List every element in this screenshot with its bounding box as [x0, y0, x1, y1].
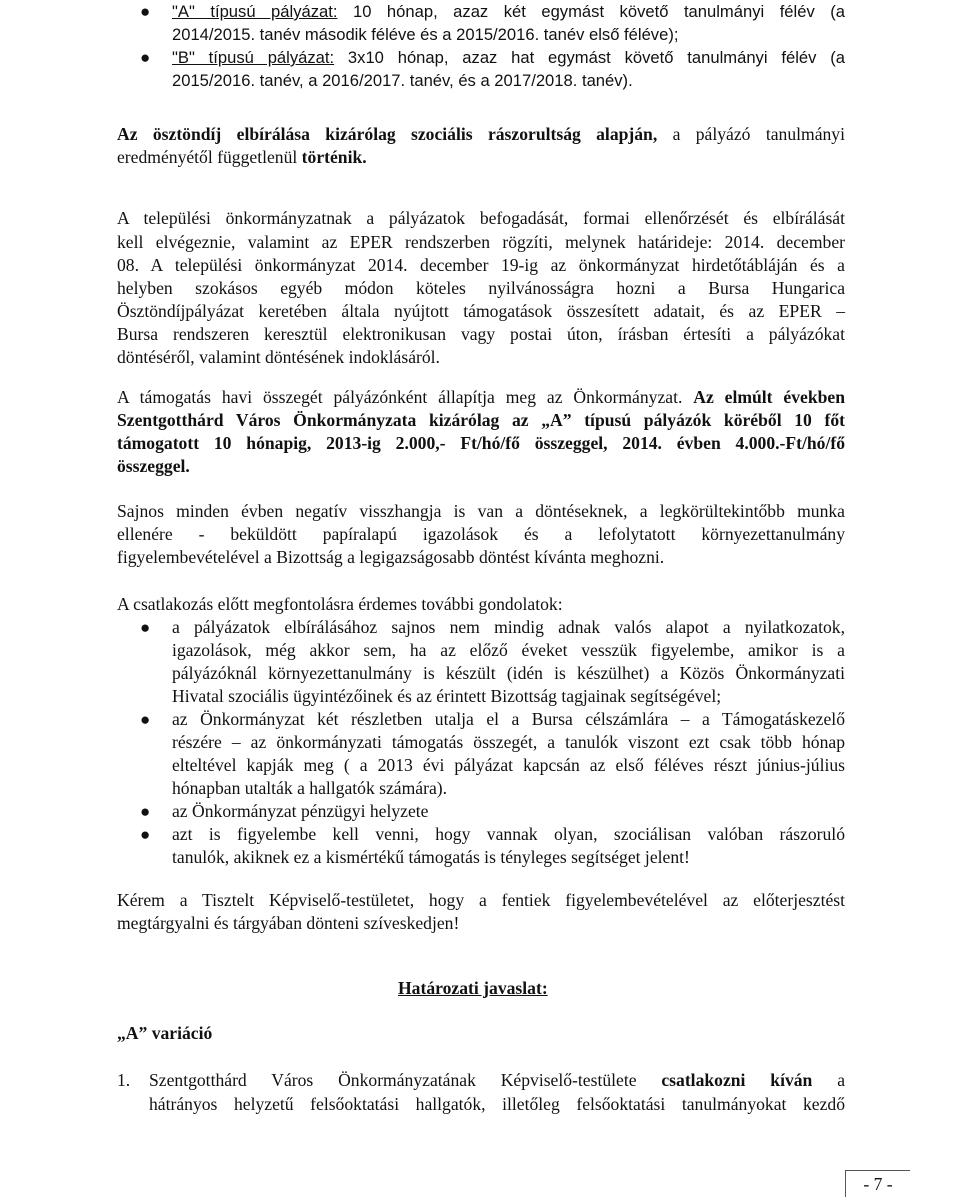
bullet-icon: ● — [140, 2, 151, 21]
bullet-a-line-1: "A" típusú pályázat: 10 hónap, azaz két egymást követő tanulmányi félév (a — [172, 2, 845, 21]
bullet-b-line-2: 2015/2016. tanév, a 2016/2017. tanév, és a 2017/2018. tanév). — [172, 71, 633, 90]
para-telepulesi-line: döntéséről, valamint döntésének indoklásáról. — [117, 347, 440, 367]
bullet-item-line: az Önkormányzat pénzügyi helyzete — [172, 801, 429, 821]
point-1-line-2: hátrányos helyzetű felsőoktatási hallgatók, illetőleg felsőoktatási tanulmányokat kezdő — [149, 1094, 845, 1114]
para-kerem-line: Kérem a Tisztelt Képviselő-testületet, hogy a fentiek figyelembevételével az előterjesztést — [117, 890, 845, 910]
para-telepulesi-line: helyben szokásos egyéb módon köteles nyilvánosságra hozni a Bursa Hungarica — [117, 278, 845, 298]
bullet-item-line: elteltével kapják meg ( a 2013 évi pályázat kapcsán az első féléves részt június-július — [172, 755, 845, 775]
para-tamogatas-line-4: összeggel. — [117, 456, 190, 476]
para-telepulesi-line: A települési önkormányzatnak a pályázatok befogadását, formai ellenőrzését és elbírálását — [117, 208, 845, 228]
point-number: 1. — [117, 1070, 131, 1090]
para-sajnos-line: figyelembevételével a Bizottság a legigazságosabb döntést kívánta meghozni. — [117, 547, 665, 567]
bullet-item-line: igazolások, még akkor sem, ha az előző éveket vesszük figyelembe, amikor is a — [172, 640, 845, 660]
para-sajnos-line: ellenére - beküldött papíralapú igazolások és a lefolytatott környezettanulmány — [117, 524, 845, 544]
bullet-item-line: pályázóknál környezettanulmány is készült (idén is készülhet) a Közös Önkormányzati — [172, 663, 845, 683]
para-telepulesi-line: Bursa rendszeren keresztül elektronikusan vagy postai úton, írásban értesíti a pályázókat — [117, 324, 845, 344]
bullet-item-line: részére – az önkormányzati támogatás összegét, a tanulók viszont ezt csak több hónap — [172, 732, 845, 752]
bullet-b-line-1: "B" típusú pályázat: 3x10 hónap, azaz hat egymást követő tanulmányi félév (a — [172, 48, 845, 67]
bullet-item-line: az Önkormányzat két részletben utalja el a Bursa célszámlára – a Támogatáskezelő — [172, 709, 845, 729]
page-number: - 7 - — [845, 1170, 910, 1197]
bullet-item-line: Hivatal szociális ügyintézőinek és az érintett Bizottság tagjainak segítségével; — [172, 686, 722, 706]
variacio-label: „A” variáció — [117, 1023, 213, 1043]
bullet-icon: ● — [140, 618, 151, 637]
bullet-a-line-2: 2014/2015. tanév második féléve és a 2015/2016. tanév első féléve); — [172, 25, 679, 44]
bullet-item-line: hónapban utalták a hallgatók számára). — [172, 778, 448, 798]
bullet-icon: ● — [140, 710, 151, 729]
para-tamogatas-line-1: A támogatás havi összegét pályázónként állapítja meg az Önkormányzat. Az elmúlt években — [117, 387, 845, 407]
bullet-icon: ● — [140, 825, 151, 844]
bullet-item-line: a pályázatok elbírálásához sajnos nem mindig adnak valós alapot a nyilatkozatok, — [172, 617, 845, 637]
para-elbiralas-line-1: Az ösztöndíj elbírálása kizárólag szociális rászorultság alapján, a pályázó tanulmányi — [117, 124, 845, 144]
heading-hatarozati-javaslat: Határozati javaslat: — [398, 978, 548, 998]
para-tamogatas-line-2: Szentgotthárd Város Önkormányzata kizárólag az „A” típusú pályázók köréből 10 főt — [117, 410, 845, 430]
para-sajnos-line: Sajnos minden évben negatív visszhangja is van a döntéseknek, a legkörültekintőbb munka — [117, 501, 845, 521]
para-telepulesi-line: kell elvégeznie, valamint az EPER rendszerben rögzíti, melynek határideje: 2014. december — [117, 232, 845, 252]
para-elbiralas-line-2: eredményétől függetlenül történik. — [117, 147, 367, 167]
para-tamogatas-line-3: támogatott 10 hónapig, 2013-ig 2.000,- Ft/hó/fő összeggel, 2014. évben 4.000.-Ft/hó/fő — [117, 433, 845, 453]
bullet-item-line: azt is figyelembe kell venni, hogy vannak olyan, szociálisan valóban rászoruló — [172, 824, 845, 844]
bullet-icon: ● — [140, 802, 151, 821]
para-csatlakozas: A csatlakozás előtt megfontolásra érdemes további gondolatok: — [117, 594, 563, 614]
point-1-line-1: Szentgotthárd Város Önkormányzatának Képviselő-testülete csatlakozni kíván a — [149, 1070, 845, 1090]
para-kerem-line: megtárgyalni és tárgyában dönteni szíveskedjen! — [117, 913, 460, 933]
bullet-item-line: tanulók, akiknek ez a kismértékű támogatás is tényleges segítséget jelent! — [172, 847, 690, 867]
para-telepulesi-line: Ösztöndíjpályázat keretében általa nyújtott támogatások összesített adatait, és az EPER – — [117, 301, 845, 321]
bullet-icon: ● — [140, 48, 151, 67]
para-telepulesi-line: 08. A települési önkormányzat 2014. december 19-ig az önkormányzat hirdetőtábláján és a — [117, 255, 845, 275]
